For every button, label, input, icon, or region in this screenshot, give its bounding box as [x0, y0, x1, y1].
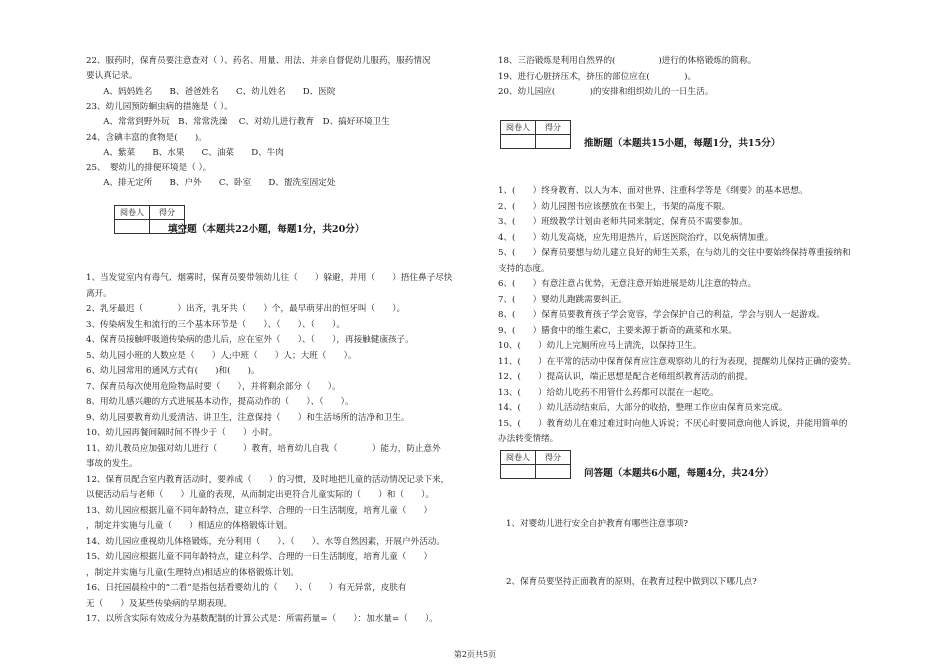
question-line: 12、保育员配合室内教育活动时，要养成（ ）的习惯，及时地把儿童的活动情况记录下来， — [86, 474, 450, 485]
essay-questions-title: 问答题（本题共6小题，每题4分，共24分） — [584, 468, 774, 479]
question-line: 1、( ）终身教育、以人为本、面对世界、注重科学等是《纲要》的基本思想。 — [498, 186, 808, 196]
question-line: 6、幼儿园常用的通风方式有( )和( )。 — [86, 366, 260, 376]
question-line: 10、( ）幼儿上完厕所应马上清洗，以保持卫生。 — [498, 341, 702, 351]
question-line: 20、幼儿园应( )的安排和组织幼儿的一日生活。 — [498, 87, 714, 97]
question-line: 4、( ）幼儿发高烧，应先用退热片，后送医院治疗，以免病情加重。 — [498, 232, 774, 243]
question-line: 18、三浴锻炼是利用自然界的( )进行的体格锻炼的简称。 — [498, 56, 757, 66]
score-cell[interactable] — [536, 465, 571, 479]
question-line: 2、( ）幼儿园图书应该摆放在书架上，书架的高度不限。 — [498, 201, 731, 212]
question-line: 7、保育员每次使用危险物品时要（ ），并将剩余部分（ ）。 — [86, 381, 341, 392]
true-false-title: 推断题（本题共15小题，每题1分，共15分） — [584, 138, 781, 149]
question-line: 14、幼儿园应重视幼儿体格锻炼，充分利用（ ）、（ ）、水等自然因素，开展户外活动。 — [86, 536, 445, 547]
essay-question: 2、保育员要坚持正面教育的原则，在教育过程中做到以下哪几点? — [506, 577, 757, 587]
question-line: 9、幼儿园要教育幼儿爱清洁、讲卫生，注意保持（ ）和生活场所的洁净和卫生。 — [86, 412, 410, 423]
question-line: 12、( ）提高认识，端正思想是配合老师组织教育活动的前提。 — [498, 372, 753, 382]
question-line: 3、( ）班级教学计划由老师共同来制定，保育员不需要参加。 — [498, 217, 748, 227]
question-line: 9、( ）膳食中的维生素C，主要来源于新奇的蔬菜和水果。 — [498, 325, 737, 336]
grader-cell[interactable] — [501, 465, 536, 479]
page-number: 第2页共5页 — [453, 650, 497, 659]
question-line: 4、保育员接触呼吸道传染病的患儿后，应在室外（ ）、（ ），再接触健康孩子。 — [86, 335, 414, 345]
score-label: 得分 — [536, 451, 571, 465]
question-line: 办法转变情绪。 — [498, 434, 559, 444]
question-line: 1、当发觉室内有毒气、烟雾时，保育员要带领幼儿往（ ）躲避，并用（ ）捂住鼻子尽快 — [86, 273, 453, 283]
question-line: A、排无定所 B、户外 C、卧室 D、盥洗室固定处 — [86, 178, 336, 189]
score-label: 得分 — [150, 206, 185, 220]
score-box-judge — [500, 120, 571, 149]
question-line: 11、幼儿教员应加强对幼儿进行（ ）教育，培育幼儿自我（ ）能力，防止意外 — [86, 443, 441, 454]
grader-label: 阅卷人 — [501, 451, 536, 465]
question-line: ，制定并实施与儿童（ ）相适应的体格锻炼计划。 — [86, 521, 293, 531]
question-line: 8、用幼儿感兴趣的方式进展基本动作，提高动作的（ ）、（ ）。 — [86, 397, 354, 407]
question-line: 13、幼儿园应根据儿童不同年龄特点，建立科学、合理的一日生活制度，培育儿童（ ） — [86, 505, 433, 516]
question-line: 2、乳牙最迟（ ）出齐，乳牙共（ ）个，最早萌芽出的恒牙叫（ ）。 — [86, 304, 406, 314]
question-line: 离开。 — [86, 288, 112, 299]
score-label: 得分 — [536, 121, 571, 135]
question-line: 要认真记录。 — [86, 71, 138, 82]
question-line: 5、( ）保育员要想与幼儿建立良好的师生关系，在与幼儿的交往中要始终保持尊重接纳和 — [498, 248, 851, 258]
essay-question: 1、对婴幼儿进行安全自护教育有哪些注意事项? — [506, 519, 688, 529]
fill-in-blank-title: 填空题（本题共22小题，每题1分，共20分） — [168, 224, 365, 235]
score-box-qa — [500, 450, 571, 479]
grader-cell[interactable] — [501, 135, 536, 149]
question-line: 10、幼儿园再餐间隔时间不得少于（ ）小时。 — [86, 428, 278, 438]
question-line: 6、( ）有意注意占优势，无意注意开始进展是幼儿注意的特点。 — [498, 279, 757, 289]
question-line: 17、以所含实际有效成分为基数配制的计算公式是：所需药量=（ ）：加水量=（ ）。 — [86, 614, 438, 624]
score-cell[interactable] — [536, 135, 571, 149]
question-line: 5、幼儿园小班的人数应是（ ）人;中班（ ）人；大班（ ）。 — [86, 350, 357, 361]
question-line: A、妈妈姓名 B、爸爸姓名 C、幼儿姓名 D、医院 — [86, 86, 336, 97]
question-line: 19、进行心脏挤压术，挤压的部位应在( )。 — [498, 71, 697, 82]
question-line: 3、传染病发生和流行的三个基本环节是（ ）、（ ）、（ ）。 — [86, 319, 345, 330]
question-line: 7、( ）婴幼儿跑跳需要纠正。 — [498, 294, 628, 305]
question-line: 22、服药时，保育员要注意查对（ ）、药名、用量、用法、并亲自督促幼儿服药，服药情况 — [86, 56, 431, 66]
question-line: 13、( ）给幼儿吃药不用管什么药都可以混在一起吃。 — [498, 387, 719, 398]
question-line: 15、幼儿园应根据儿童不同年龄特点，建立科学、合理的一日生活制度，培育儿童（ ） — [86, 552, 433, 562]
grader-label: 阅卷人 — [501, 121, 536, 135]
grader-label: 阅卷人 — [115, 206, 150, 220]
question-line: 15、( ）教育幼儿在难过难过时向他人诉说；不厌心时要同意向他人诉说，并能用简单的 — [498, 418, 848, 429]
question-line: 8、( ）保育员要教育孩子学会宽容，学会保护自己的利益，学会与别人一起游戏。 — [498, 310, 825, 320]
question-line: 23、幼儿园预防蛔虫病的措施是（ ）。 — [86, 101, 233, 112]
question-line: 支持的态度。 — [498, 263, 550, 274]
question-line: 24、含碘丰富的食物是( )。 — [86, 132, 207, 143]
question-line: 25、 婴幼儿的排便环境是（ ）。 — [86, 163, 212, 174]
question-line: 事故的发生。 — [86, 459, 138, 469]
question-line: 11、( ）在平常的活动中保育保育应注意观察幼儿的行为表现，提醒幼儿保持正确的姿势。 — [498, 356, 857, 367]
question-line: 无（ ）及某些传染病的早期表现。 — [86, 598, 233, 609]
grader-cell[interactable] — [115, 220, 150, 234]
question-line: A、紫菜 B、水果 C、油菜 D、牛肉 — [86, 147, 284, 158]
question-line: 16、日托园晨检中的“二看”是指包括看婴幼儿的（ ）、（ ）有无异常，皮肤有 — [86, 583, 407, 593]
question-line: 以便活动后与老师（ ）儿童的表现，从而制定出更符合儿童实际的（ ）和（ ）。 — [86, 490, 435, 500]
question-line: A、常常到野外玩 B、常常洗澡 C、对幼儿进行教育 D、搞好环境卫生 — [86, 117, 390, 128]
question-line: ，制定并实施与儿童(生理特点)相适应的体格锻炼计划。 — [86, 567, 299, 578]
question-line: 14、( ）幼儿活动结束后，大部分的收拾，整理工作应由保育员来完成。 — [498, 403, 788, 413]
